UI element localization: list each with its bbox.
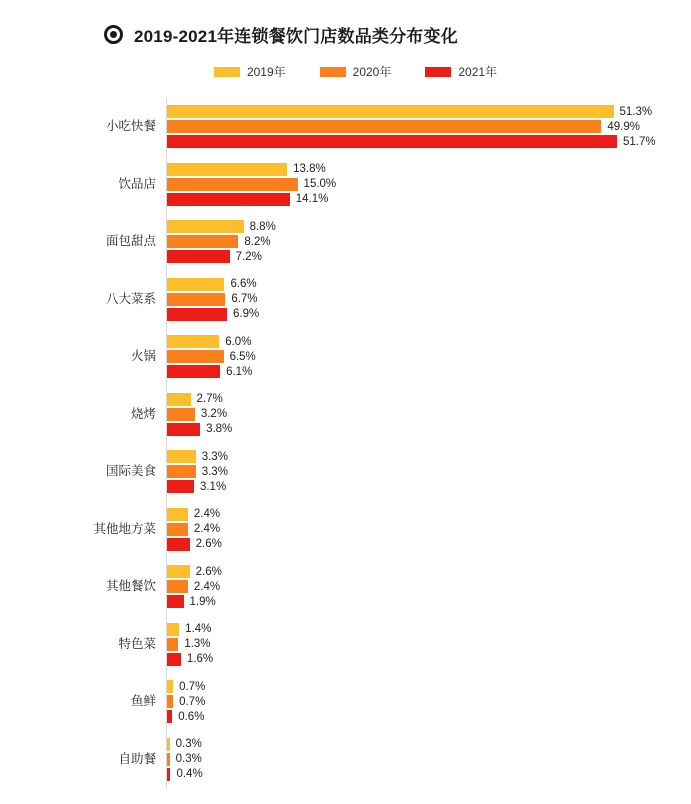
bar[interactable]: [167, 193, 290, 206]
bar[interactable]: [167, 768, 170, 781]
chart-legend: [0, 63, 691, 80]
bar-group: [0, 616, 691, 674]
bar-value-label: 6.1%: [226, 365, 253, 378]
bar[interactable]: [167, 120, 601, 133]
bar-value-label: 2.6%: [195, 538, 222, 551]
legend-item[interactable]: [214, 63, 286, 80]
bar-row[interactable]: [167, 120, 691, 133]
category-label: 八大菜系: [105, 291, 156, 306]
legend-swatch-icon: [425, 67, 451, 77]
bar[interactable]: [167, 680, 173, 693]
bar-row[interactable]: [167, 350, 691, 363]
bar[interactable]: [167, 580, 188, 593]
bar-value-label: 2.7%: [196, 393, 223, 406]
bar-row[interactable]: [167, 135, 691, 148]
bar[interactable]: [167, 523, 188, 536]
bar[interactable]: [167, 105, 614, 118]
bar[interactable]: [167, 250, 230, 263]
bar[interactable]: [167, 738, 170, 751]
bar-row[interactable]: [167, 508, 691, 521]
bar[interactable]: [167, 235, 238, 248]
bar-row[interactable]: [167, 423, 691, 436]
category-label: 饮品店: [118, 176, 156, 191]
bar-value-label: 15.0%: [303, 178, 337, 191]
bar[interactable]: [167, 638, 178, 651]
bar-row[interactable]: [167, 580, 691, 593]
bar-value-label: 2.4%: [193, 508, 221, 521]
category-label: 其他地方菜: [93, 521, 156, 536]
bar-value-label: 6.5%: [229, 350, 256, 363]
bar-row[interactable]: [167, 250, 691, 263]
bar-value-label: 51.3%: [619, 105, 653, 118]
bar-row[interactable]: [167, 623, 691, 636]
bar-row[interactable]: [167, 278, 691, 291]
bar-value-label: 3.1%: [199, 480, 227, 493]
bar-value-label: 51.7%: [623, 135, 656, 148]
bar-group: [0, 558, 691, 616]
bar-stack: [167, 156, 691, 214]
page-title: 2019-2021年连锁餐饮门店数品类分布变化: [134, 27, 458, 46]
bar-value-label: 3.2%: [200, 408, 228, 421]
legend-label: 2020年: [352, 65, 392, 79]
bar[interactable]: [167, 565, 190, 578]
bar-row[interactable]: [167, 105, 691, 118]
bar[interactable]: [167, 423, 200, 436]
legend-item[interactable]: [425, 63, 497, 80]
legend-label: 2019年: [246, 65, 286, 79]
bar[interactable]: [167, 480, 194, 493]
bar-value-label: 3.8%: [206, 423, 233, 436]
bar-value-label: 2.4%: [193, 523, 221, 536]
bar[interactable]: [167, 695, 173, 708]
category-label: 小吃快餐: [105, 119, 156, 134]
chart-title-row: [0, 0, 691, 47]
bar-value-label: 6.9%: [233, 308, 260, 321]
bar-value-label: 14.1%: [295, 193, 329, 206]
bar-value-label: 0.6%: [178, 710, 205, 723]
bar-row[interactable]: [167, 565, 691, 578]
bar-stack: [167, 98, 691, 156]
bar-row[interactable]: [167, 408, 691, 421]
bar-group: [0, 98, 691, 156]
legend-item[interactable]: [320, 63, 392, 80]
bar-group: [0, 386, 691, 444]
bar[interactable]: [167, 710, 172, 723]
bar[interactable]: [167, 538, 190, 551]
bar-row[interactable]: [167, 595, 691, 608]
bar-value-label: 0.7%: [179, 680, 206, 693]
bar-row[interactable]: [167, 523, 691, 536]
bar-row[interactable]: [167, 178, 691, 191]
bar[interactable]: [167, 293, 225, 306]
category-label: 鱼鲜: [130, 694, 156, 709]
bar-value-label: 7.2%: [235, 250, 262, 263]
bar[interactable]: [167, 365, 220, 378]
bar[interactable]: [167, 308, 227, 321]
bar-value-label: 2.4%: [193, 580, 221, 593]
target-dot-icon: [104, 25, 123, 44]
bar-group: [0, 443, 691, 501]
bar-group: [0, 731, 691, 789]
bar-group: [0, 328, 691, 386]
legend-label: 2021年: [458, 65, 498, 79]
bar-row[interactable]: [167, 393, 691, 406]
category-label: 自助餐: [118, 751, 156, 766]
bar-value-label: 13.8%: [293, 163, 326, 176]
bar-group: [0, 213, 691, 271]
bar[interactable]: [167, 753, 170, 766]
bar-value-label: 3.3%: [201, 450, 228, 463]
category-label: 国际美食: [105, 464, 156, 479]
bar-stack: [167, 386, 691, 444]
bar-value-label: 6.6%: [230, 278, 257, 291]
bar[interactable]: [167, 350, 224, 363]
bar-value-label: 0.7%: [179, 695, 206, 708]
bar-value-label: 1.3%: [184, 638, 211, 651]
bar-group: [0, 156, 691, 214]
category-label: 特色菜: [118, 636, 156, 651]
bar[interactable]: [167, 178, 298, 191]
bar-group: [0, 673, 691, 731]
bar-value-label: 0.3%: [175, 753, 202, 766]
bar-stack: [167, 501, 691, 559]
legend-swatch-icon: [320, 67, 346, 77]
bar-row[interactable]: [167, 695, 691, 708]
bar[interactable]: [167, 450, 196, 463]
bar-stack: [167, 673, 691, 731]
bar-row[interactable]: [167, 163, 691, 176]
bar-row[interactable]: [167, 480, 691, 493]
bar-row[interactable]: [167, 538, 691, 551]
bar-value-label: 8.2%: [244, 235, 271, 248]
category-label: 火锅: [130, 349, 156, 364]
bar-row[interactable]: [167, 293, 691, 306]
bar-value-label: 1.6%: [186, 653, 214, 666]
bar-row[interactable]: [167, 235, 691, 248]
bar-group: [0, 271, 691, 329]
bar-stack: [167, 443, 691, 501]
bar-group: [0, 501, 691, 559]
chart-plot-area: [0, 98, 691, 788]
bar[interactable]: [167, 623, 179, 636]
bar-row[interactable]: [167, 768, 691, 781]
bar[interactable]: [167, 163, 287, 176]
bar-stack: [167, 213, 691, 271]
bar-row[interactable]: [167, 738, 691, 751]
bar-row[interactable]: [167, 365, 691, 378]
category-label: 其他餐饮: [105, 579, 156, 594]
bar-value-label: 6.7%: [231, 293, 258, 306]
bar-value-label: 2.6%: [195, 565, 222, 578]
bar-value-label: 0.3%: [175, 738, 202, 751]
bar[interactable]: [167, 595, 184, 608]
bar-row[interactable]: [167, 335, 691, 348]
bar-value-label: 1.4%: [185, 623, 212, 636]
bar-row[interactable]: [167, 220, 691, 233]
bar-row[interactable]: [167, 450, 691, 463]
bar-value-label: 0.4%: [176, 768, 203, 781]
bar[interactable]: [167, 335, 219, 348]
bar[interactable]: [167, 220, 244, 233]
bar[interactable]: [167, 278, 224, 291]
bar-row[interactable]: [167, 710, 691, 723]
bar-row[interactable]: [167, 753, 691, 766]
bar-row[interactable]: [167, 653, 691, 666]
bar[interactable]: [167, 135, 617, 148]
bar[interactable]: [167, 508, 188, 521]
bar-stack: [167, 271, 691, 329]
bar-value-label: 1.9%: [189, 595, 216, 608]
bar-value-label: 6.0%: [225, 335, 252, 348]
bar-value-label: 3.3%: [201, 465, 228, 478]
bar-stack: [167, 328, 691, 386]
bar[interactable]: [167, 653, 181, 666]
bar-stack: [167, 731, 691, 789]
bar-value-label: 49.9%: [607, 120, 640, 133]
bar-row[interactable]: [167, 638, 691, 651]
bar-row[interactable]: [167, 465, 691, 478]
bar-stack: [167, 558, 691, 616]
bar-row[interactable]: [167, 193, 691, 206]
bar-stack: [167, 616, 691, 674]
category-label: 烧烤: [130, 406, 156, 421]
bar-row[interactable]: [167, 680, 691, 693]
bar[interactable]: [167, 393, 191, 406]
legend-swatch-icon: [214, 67, 240, 77]
bar-value-label: 8.8%: [249, 220, 276, 233]
bar[interactable]: [167, 465, 196, 478]
bar[interactable]: [167, 408, 195, 421]
category-label: 面包甜点: [105, 234, 156, 249]
bar-row[interactable]: [167, 308, 691, 321]
